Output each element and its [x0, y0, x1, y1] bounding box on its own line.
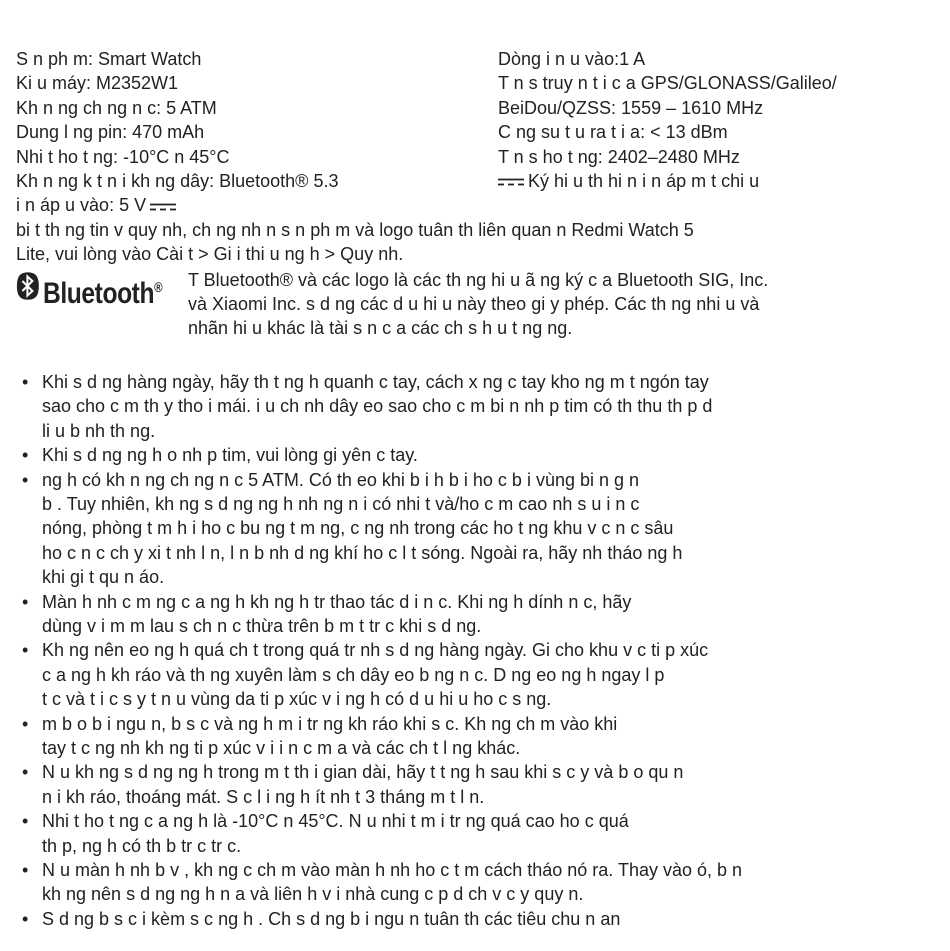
spec-operating-frequency: T n s ho t ng: 2402–2480 MHz	[498, 146, 740, 167]
bluetooth-trademark-text	[188, 268, 942, 341]
list-item-line: tay t c ng nh kh ng ti p xúc v i i n c m a và các ch t l ng khác.	[42, 737, 521, 758]
regulatory-info-line: Lite, vui lòng vào Cài t > Gi i thi u ng h > Quy nh.	[16, 244, 404, 265]
list-item-line: khi gi t qu n áo.	[42, 567, 165, 588]
list-item-line: • Kh ng nên eo ng h quá ch t trong quá tr nh s d ng hàng ngày. Gi cho khu v c ti p xúc	[42, 640, 709, 661]
list-item-line: • Màn h nh c m ng c a ng h kh ng h tr thao tác d i n c. Khi ng h dính n c, hãy	[42, 591, 632, 612]
spec-model: Ki u máy: M2352W1	[16, 73, 179, 94]
spec-max-output: C ng su t u ra t i a: < 13 dBm	[498, 122, 728, 143]
list-item-line: nóng, phòng t m h i ho c bu ng t m ng, c ng nh trong các ho t ng khu v c n c sâu	[42, 518, 674, 539]
spec-dc-legend: Ký hi u th hi n i n áp m t chi u	[528, 171, 760, 192]
list-item	[16, 468, 942, 590]
list-item-line: • Nhi t ho t ng c a ng h là -10°C n 45°C. N u nhi t m i tr ng quá cao ho c quá	[42, 811, 629, 832]
spec-input-voltage-row	[16, 193, 498, 217]
bluetooth-text-line: T Bluetooth® và các logo là các th ng hi u ã ng ký c a Bluetooth SIG, Inc.	[188, 269, 769, 290]
list-item-line: • Khi s d ng ng h o nh p tim, vui lòng gi yên c tay.	[42, 445, 418, 466]
spec-dc-legend-row	[498, 169, 942, 193]
list-item-line: c a ng h kh ráo và th ng xuyên làm s ch dây eo b ng n c. D ng eo ng h ngay l p	[42, 664, 665, 685]
list-item	[16, 370, 942, 443]
list-item-line: sao cho c m th y tho i mái. i u ch nh dây eo sao cho c m bi n nh p tim có th thu th p d	[42, 396, 713, 417]
list-item-line: ho c n c ch y xi t nh l n, l n b nh d ng khí ho c l t sóng. Ngoài ra, hãy nh tháo ng h	[42, 542, 683, 563]
list-item-line: li u b nh th ng.	[42, 420, 156, 441]
list-item	[16, 907, 942, 931]
list-item-line: • m b o b i ngu n, b s c và ng h m i tr ng kh ráo khi s c. Kh ng ch m vào khi	[42, 713, 618, 734]
list-item-line: b . Tuy nhiên, kh ng s d ng ng h nh ng n i có nhi t và/ho c m cao nh s u i n c	[42, 493, 640, 514]
list-item-line: t c và t i c s y t n u vùng da ti p xúc v i ng h có d u hi u ho c s ng.	[42, 689, 552, 710]
spec-gps-frequency-2: BeiDou/QZSS: 1559 – 1610 MHz	[498, 97, 764, 118]
specs-left-column	[16, 47, 498, 218]
spec-input-current: Dòng i n u vào:1 A	[498, 49, 646, 69]
spec-water-resistance: Kh n ng ch ng n c: 5 ATM	[16, 97, 217, 118]
regulatory-info	[16, 218, 942, 267]
list-item	[16, 760, 942, 809]
regulatory-info-line: bi t th ng tin v quy nh, ch ng nh n s n ph m và logo tuân th liên quan n Redmi Watch 5	[16, 219, 694, 240]
list-item	[16, 590, 942, 639]
list-item	[16, 809, 942, 858]
list-item-line: th p, ng h có th b tr c tr c.	[42, 835, 242, 856]
list-item-line: • N u màn h nh b v , kh ng c ch m vào màn h nh ho c t m cách tháo nó ra. Thay vào ó, b n	[42, 860, 743, 880]
bluetooth-logo	[16, 268, 188, 341]
specifications	[16, 47, 942, 218]
manual-page	[16, 47, 942, 931]
list-item	[16, 638, 942, 711]
list-item-line: • N u kh ng s d ng ng h trong m t th i gian dài, hãy t t ng h sau khi s c y và b o qu n	[42, 762, 684, 783]
list-item-line: kh ng nên s d ng ng h n a và liên h v i nhà cung c p d ch v c y quy n.	[42, 884, 584, 905]
dc-symbol-icon	[150, 203, 176, 211]
list-item-line: dùng v i m m lau s ch n c thừa trên b m t tr c khi s d ng.	[42, 615, 482, 636]
spec-operating-temp: Nhi t ho t ng: -10°C n 45°C	[16, 146, 230, 167]
list-item	[16, 858, 942, 907]
list-item-line: • S d ng b s c i kèm s c ng h . Ch s d ng b i ngu n tuân th các tiêu chu n an	[42, 908, 621, 929]
spec-gps-frequency-1: T n s truy n t i c a GPS/GLONASS/Galileo/	[498, 73, 837, 94]
list-item-line: n i kh ráo, thoáng mát. S c l i ng h ít nh t 3 tháng m t l n.	[42, 786, 485, 807]
bluetooth-text-line: và Xiaomi Inc. s d ng các d u hi u này theo gi y phép. Các th ng nhi u và	[188, 294, 760, 315]
spec-battery: Dung l ng pin: 470 mAh	[16, 122, 205, 143]
bluetooth-text-line: nhãn hi u khác là tài s n c a các ch s h u t ng ng.	[188, 318, 573, 339]
specs-right-column	[498, 47, 942, 218]
bluetooth-rune-icon	[16, 271, 40, 301]
spec-input-voltage: i n áp u vào: 5 V	[16, 195, 147, 216]
spec-wireless: Kh n ng k t n i kh ng dây: Bluetooth® 5.3	[16, 171, 339, 192]
list-item	[16, 443, 942, 467]
spec-product: S n ph m: Smart Watch	[16, 49, 202, 69]
safety-bullet-list	[16, 370, 942, 931]
list-item	[16, 712, 942, 761]
list-item-line: • Khi s d ng hàng ngày, hãy th t ng h quanh c tay, cách x ng c tay kho ng m t ngón tay	[42, 371, 709, 392]
dc-symbol-icon	[498, 178, 524, 186]
bluetooth-wordmark: Bluetooth®	[42, 276, 162, 310]
list-item-line: • ng h có kh n ng ch ng n c 5 ATM. Có th eo khi b i h b i ho c b i vùng bi n g n	[42, 469, 640, 490]
bluetooth-notice	[16, 268, 942, 341]
